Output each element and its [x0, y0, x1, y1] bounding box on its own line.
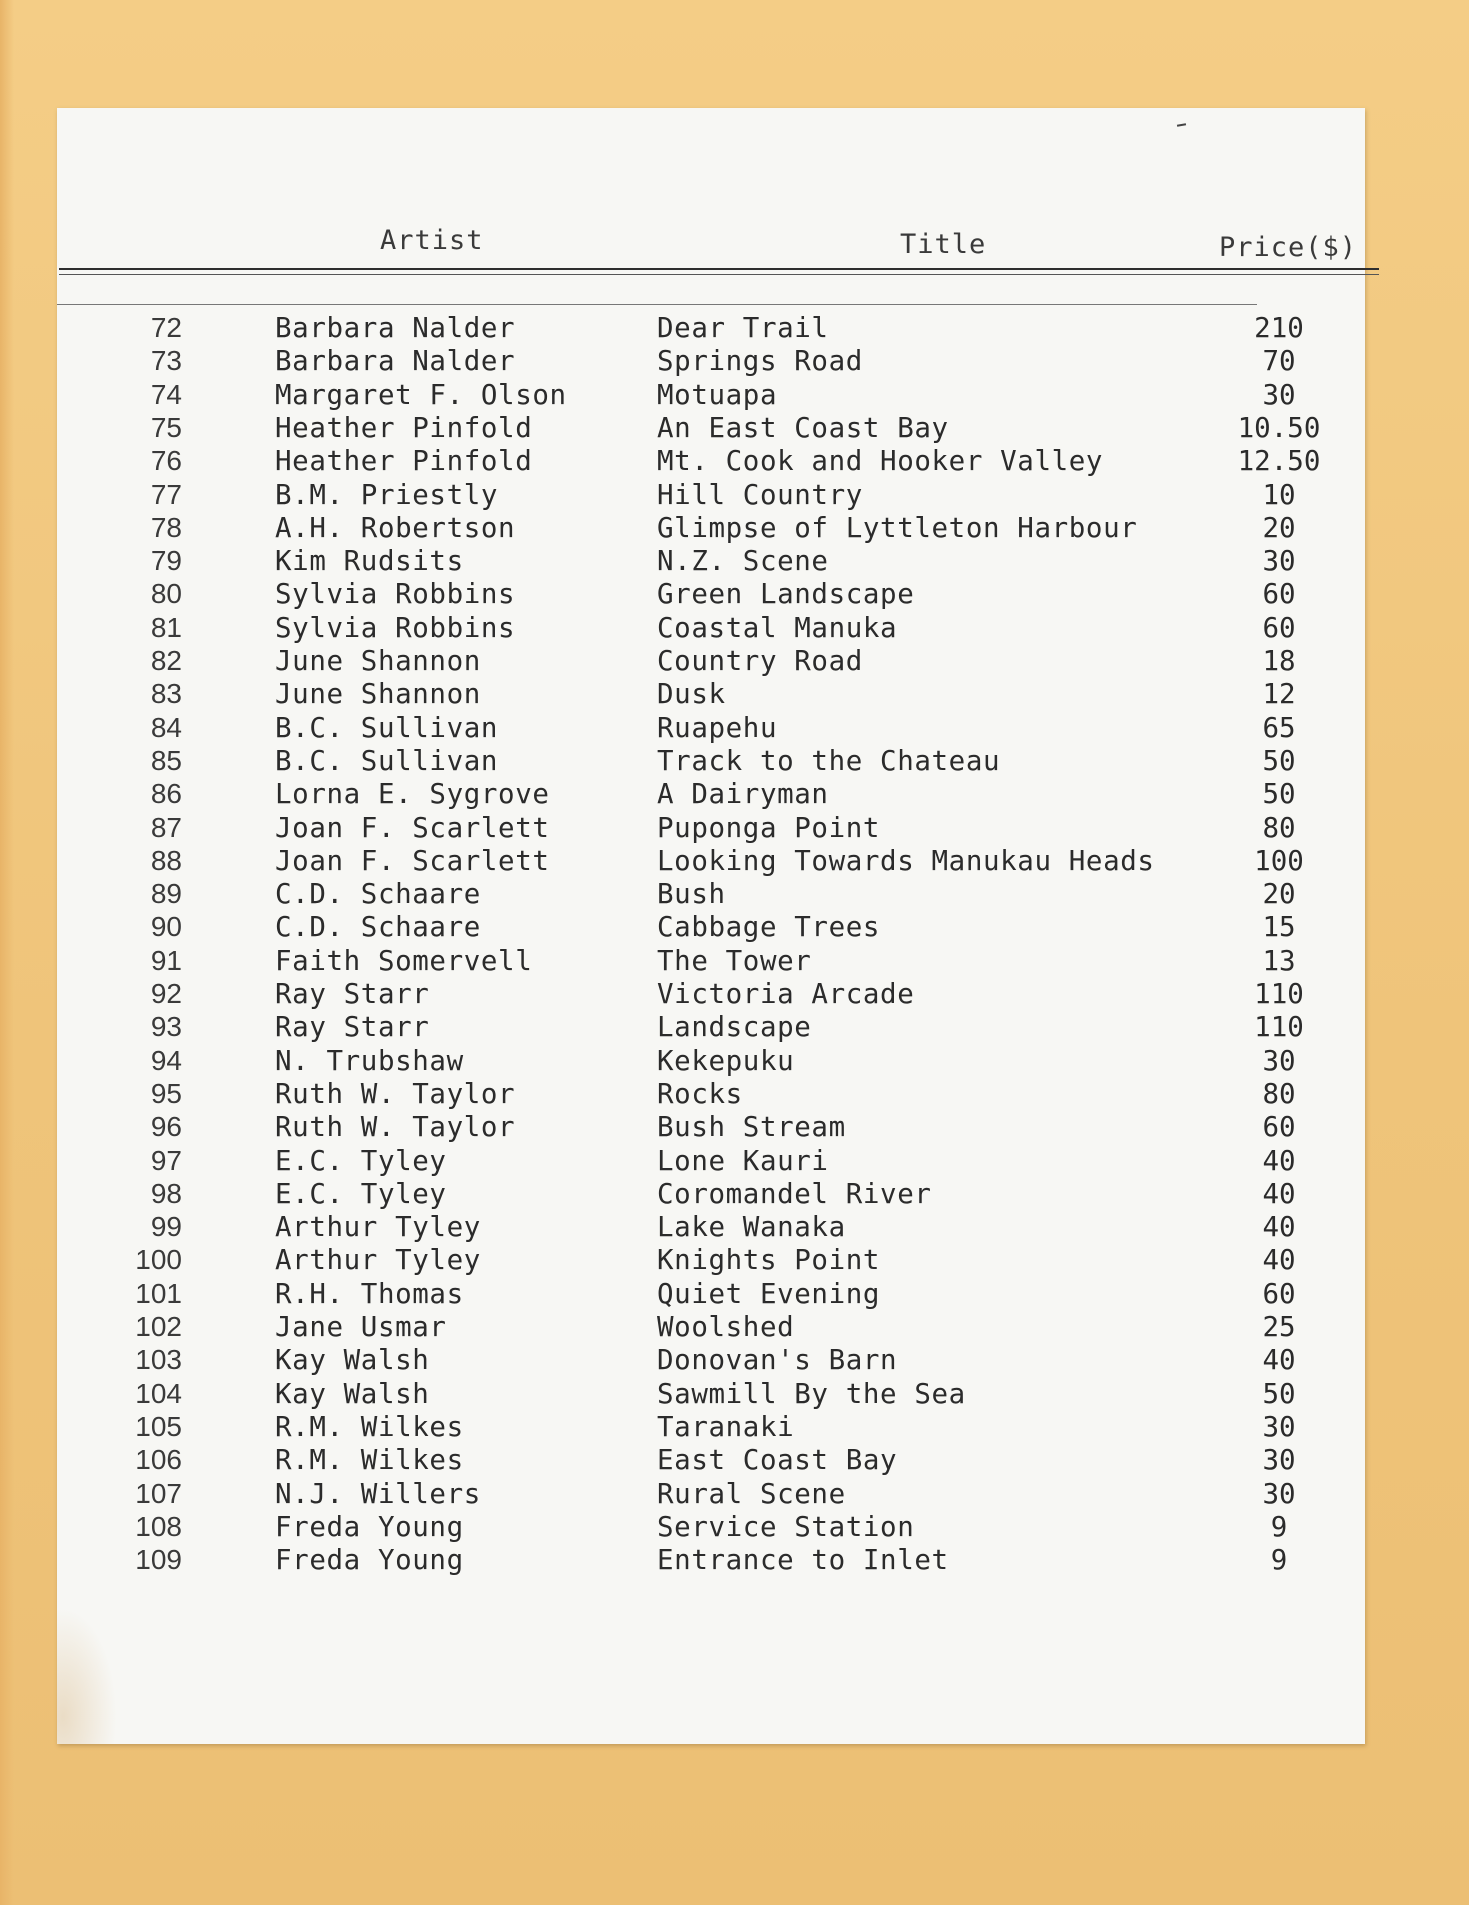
artwork-title: Rocks [657, 1077, 743, 1110]
item-number: 98 [150, 1177, 182, 1209]
list-item [57, 1278, 1365, 1312]
list-item [57, 1244, 1365, 1278]
artwork-title: A Dairyman [657, 778, 829, 811]
artwork-title: N.Z. Scene [657, 545, 829, 578]
item-number: 90 [150, 911, 182, 943]
item-number: 75 [150, 411, 182, 443]
item-number: 74 [150, 378, 182, 410]
artist-name: Ray Starr [275, 978, 430, 1010]
list-item [57, 1211, 1365, 1245]
artist-name: Joan F. Scarlett [275, 844, 550, 877]
artwork-price: 80 [1262, 811, 1296, 844]
artwork-price: 60 [1262, 1277, 1296, 1310]
item-number: 85 [150, 744, 182, 776]
artist-name: Kay Walsh [275, 1344, 430, 1377]
item-number: 97 [150, 1144, 182, 1176]
item-number: 79 [150, 545, 182, 577]
list-item [57, 778, 1365, 812]
artwork-price: 65 [1262, 711, 1296, 744]
artist-name: Sylvia Robbins [275, 611, 516, 644]
item-number: 100 [135, 1244, 182, 1276]
item-number: 76 [150, 445, 182, 477]
artwork-price: 30 [1262, 545, 1296, 578]
artwork-title: Puponga Point [657, 811, 881, 844]
artwork-price: 12.50 [1237, 445, 1321, 478]
artist-name: A.H. Robertson [275, 511, 516, 544]
artist-name: B.M. Priestly [275, 478, 499, 511]
item-number: 105 [135, 1410, 182, 1442]
list-item [57, 345, 1365, 379]
artist-name: June Shannon [275, 678, 481, 711]
artist-name: Ruth W. Taylor [275, 1077, 516, 1110]
item-number: 88 [150, 844, 182, 876]
list-item [57, 1411, 1365, 1445]
artwork-title: Landscape [657, 1011, 812, 1044]
artist-name: Margaret F. Olson [275, 378, 567, 411]
artwork-title: Knights Point [657, 1244, 881, 1277]
item-number: 107 [135, 1477, 182, 1509]
artwork-price: 50 [1262, 1377, 1296, 1410]
item-number: 78 [150, 511, 182, 543]
item-number: 86 [150, 778, 182, 810]
list-item [57, 1045, 1365, 1079]
artwork-price: 18 [1262, 645, 1296, 677]
list-item [57, 1344, 1365, 1378]
artwork-price: 20 [1262, 878, 1296, 911]
artist-name: Faith Somervell [275, 944, 533, 977]
list-item [57, 945, 1365, 979]
artwork-price: 110 [1254, 1011, 1304, 1044]
artist-name: Joan F. Scarlett [275, 811, 550, 844]
list-item [57, 1378, 1365, 1412]
artwork-price: 70 [1262, 345, 1296, 378]
artwork-title: Glimpse of Lyttleton Harbour [657, 511, 1138, 544]
artwork-title: An East Coast Bay [657, 411, 949, 444]
artwork-price: 25 [1262, 1311, 1296, 1343]
artist-name: Ruth W. Taylor [275, 1111, 516, 1144]
artist-name: Arthur Tyley [275, 1244, 481, 1277]
artwork-title: Rural Scene [657, 1477, 846, 1510]
list-item [57, 412, 1365, 446]
artwork-price: 210 [1254, 312, 1304, 344]
artwork-title: Bush [657, 878, 726, 911]
artwork-title: Victoria Arcade [657, 978, 915, 1010]
artist-name: Lorna E. Sygrove [275, 778, 550, 811]
artist-name: Heather Pinfold [275, 411, 533, 444]
list-item [57, 612, 1365, 646]
list-item [57, 1311, 1365, 1345]
item-number: 80 [150, 578, 182, 610]
item-number: 82 [150, 645, 182, 676]
artwork-title: Country Road [657, 645, 863, 677]
artwork-title: Looking Towards Manukau Heads [657, 844, 1155, 877]
artist-name: Jane Usmar [275, 1311, 447, 1343]
artwork-title: Lake Wanaka [657, 1211, 846, 1244]
artist-name: Barbara Nalder [275, 345, 516, 378]
artist-name: C.D. Schaare [275, 911, 481, 944]
artist-name: R.M. Wilkes [275, 1444, 464, 1477]
item-number: 104 [135, 1377, 182, 1409]
artwork-price: 40 [1262, 1344, 1296, 1377]
artwork-title: Quiet Evening [657, 1277, 881, 1310]
artwork-title: Green Landscape [657, 578, 915, 611]
list-item [57, 645, 1365, 679]
item-number: 108 [135, 1510, 182, 1542]
list-item [57, 978, 1365, 1012]
artwork-title: Entrance to Inlet [657, 1544, 949, 1577]
list-item [57, 312, 1365, 346]
list-item [57, 578, 1365, 612]
artwork-price: 40 [1262, 1244, 1296, 1277]
artwork-title: The Tower [657, 944, 812, 977]
item-number: 91 [150, 944, 182, 976]
artwork-title: Sawmill By the Sea [657, 1377, 966, 1410]
list-item [57, 379, 1365, 413]
artwork-price: 100 [1254, 844, 1304, 877]
artist-name: R.H. Thomas [275, 1277, 464, 1310]
artwork-price: 30 [1262, 1044, 1296, 1077]
artwork-title: Motuapa [657, 378, 778, 411]
item-number: 83 [150, 678, 182, 710]
artist-column-header: Artist [380, 225, 484, 256]
artist-name: Freda Young [275, 1544, 464, 1577]
artist-name: Freda Young [275, 1510, 464, 1543]
list-item [57, 1178, 1365, 1212]
artwork-price: 40 [1262, 1177, 1296, 1210]
backing-edge [0, 0, 14, 1905]
list-item [57, 745, 1365, 779]
artist-name: B.C. Sullivan [275, 744, 499, 777]
item-number: 73 [150, 345, 182, 377]
artwork-title: Bush Stream [657, 1111, 846, 1144]
list-item [57, 1478, 1365, 1512]
artwork-price: 30 [1262, 378, 1296, 411]
price-column-header: Price($) [1219, 232, 1358, 263]
artwork-title: Springs Road [657, 345, 863, 378]
item-number: 103 [135, 1344, 182, 1376]
artist-name: Ray Starr [275, 1011, 430, 1044]
artwork-price: 30 [1262, 1410, 1296, 1443]
item-number: 89 [150, 878, 182, 910]
artwork-price: 15 [1262, 911, 1296, 944]
artwork-title: Track to the Chateau [657, 744, 1001, 777]
artwork-title: Coastal Manuka [657, 611, 898, 644]
artwork-title: East Coast Bay [657, 1444, 898, 1477]
list-item [57, 812, 1365, 846]
artist-name: C.D. Schaare [275, 878, 481, 911]
artist-name: B.C. Sullivan [275, 711, 499, 744]
list-item [57, 1111, 1365, 1145]
artwork-price: 10 [1262, 478, 1296, 511]
artwork-title: Dear Trail [657, 312, 829, 344]
artwork-price: 9 [1270, 1510, 1288, 1543]
artist-name: E.C. Tyley [275, 1177, 447, 1210]
item-number: 87 [150, 811, 182, 843]
item-number: 84 [150, 711, 182, 743]
list-item [57, 712, 1365, 746]
list-item [57, 845, 1365, 879]
artwork-list [57, 108, 1365, 1744]
artwork-price: 60 [1262, 578, 1296, 611]
artist-name: E.C. Tyley [275, 1144, 447, 1177]
artwork-price: 13 [1262, 944, 1296, 977]
list-item [57, 445, 1365, 479]
item-number: 102 [135, 1311, 182, 1342]
artwork-price: 10.50 [1237, 411, 1321, 444]
first-row-underline [57, 304, 1257, 305]
artwork-title: Cabbage Trees [657, 911, 881, 944]
artwork-title: Mt. Cook and Hooker Valley [657, 445, 1104, 478]
list-item [57, 545, 1365, 579]
item-number: 93 [150, 1011, 182, 1043]
list-item [57, 479, 1365, 513]
item-number: 106 [135, 1444, 182, 1476]
artist-name: N. Trubshaw [275, 1044, 464, 1077]
artist-name: Barbara Nalder [275, 312, 516, 344]
artist-name: R.M. Wilkes [275, 1410, 464, 1443]
artwork-title: Ruapehu [657, 711, 778, 744]
title-column-header: Title [900, 229, 987, 260]
artwork-price: 12 [1262, 678, 1296, 711]
artwork-price: 20 [1262, 511, 1296, 544]
list-item [57, 1544, 1365, 1578]
artwork-price: 80 [1262, 1077, 1296, 1110]
artist-name: Arthur Tyley [275, 1211, 481, 1244]
artwork-price: 40 [1262, 1144, 1296, 1177]
list-item [57, 1444, 1365, 1478]
artwork-title: Taranaki [657, 1410, 795, 1443]
artist-name: N.J. Willers [275, 1477, 481, 1510]
artwork-title: Service Station [657, 1510, 915, 1543]
artist-name: Kay Walsh [275, 1377, 430, 1410]
artwork-price: 40 [1262, 1211, 1296, 1244]
artist-name: Kim Rudsits [275, 545, 464, 578]
artwork-price: 60 [1262, 611, 1296, 644]
artist-name: Heather Pinfold [275, 445, 533, 478]
artist-name: June Shannon [275, 645, 481, 677]
list-item [57, 1011, 1365, 1045]
artwork-price: 50 [1262, 744, 1296, 777]
artwork-title: Donovan's Barn [657, 1344, 898, 1377]
artwork-price: 110 [1254, 978, 1304, 1010]
artwork-title: Hill Country [657, 478, 863, 511]
item-number: 77 [150, 478, 182, 510]
list-item [57, 512, 1365, 546]
artwork-title: Dusk [657, 678, 726, 711]
artist-name: Sylvia Robbins [275, 578, 516, 611]
list-item [57, 1145, 1365, 1179]
artwork-title: Lone Kauri [657, 1144, 829, 1177]
item-number: 81 [150, 611, 182, 643]
artwork-price: 30 [1262, 1477, 1296, 1510]
list-item [57, 911, 1365, 945]
price-list-sheet [57, 108, 1365, 1744]
artwork-price: 9 [1270, 1544, 1288, 1577]
list-item [57, 1078, 1365, 1112]
item-number: 101 [135, 1277, 182, 1309]
list-item [57, 878, 1365, 912]
artwork-price: 60 [1262, 1111, 1296, 1144]
item-number: 96 [150, 1111, 182, 1143]
item-number: 109 [135, 1544, 182, 1576]
item-number: 92 [150, 978, 182, 1009]
list-item [57, 1511, 1365, 1545]
item-number: 94 [150, 1044, 182, 1076]
artwork-title: Woolshed [657, 1311, 795, 1343]
list-item [57, 678, 1365, 712]
artwork-title: Coromandel River [657, 1177, 932, 1210]
artwork-price: 30 [1262, 1444, 1296, 1477]
item-number: 72 [150, 312, 182, 343]
item-number: 99 [150, 1211, 182, 1243]
artwork-title: Kekepuku [657, 1044, 795, 1077]
item-number: 95 [150, 1077, 182, 1109]
artwork-price: 50 [1262, 778, 1296, 811]
